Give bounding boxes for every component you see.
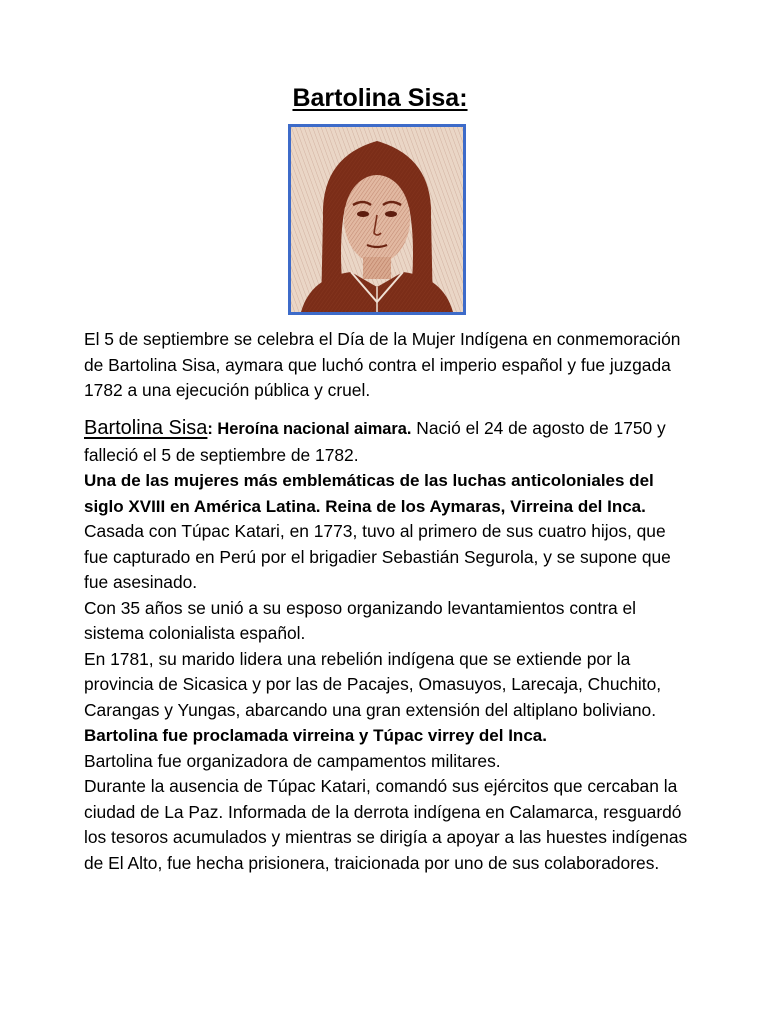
bio-emblematic: Una de las mujeres más emblemáticas de las luchas anticoloniales del siglo XVIII en América Latina. Reina de los Aymaras, Virreina del Inca. — [84, 471, 654, 516]
bio-uprisings: Con 35 años se unió a su esposo organizando levantamientos contra el sistema colonialista español. — [84, 597, 637, 643]
bio-name: Bartolina Sisa — [84, 417, 208, 439]
portrait-engraving — [291, 127, 463, 312]
intro-paragraph: El 5 de septiembre se celebra el Día de la Mujer Indígena en conmemoración de Bartolina Sisa, aymara que luchó contra el imperio español y fue juzgada 1782 a una ejecución pública y cruel. — [84, 329, 681, 400]
portrait-image — [288, 124, 466, 315]
bio-proclaimed: Bartolina fue proclamada virreina y Túpac virrey del Inca. — [84, 726, 547, 745]
biography-section — [84, 416, 694, 876]
bio-epithet: Heroína nacional aimara. — [217, 420, 412, 438]
bio-rebellion-paragraph — [84, 647, 694, 749]
bio-camps: Bartolina fue organizadora de campamentos militares. — [84, 750, 501, 771]
bio-married: Casada con Túpac Katari, en 1773, tuvo al primero de sus cuatro hijos, que fue capturado en Perú por el brigadier Sebastián Segurola, y se supone que fue asesinado. — [84, 521, 671, 592]
bio-lead-paragraph — [84, 416, 694, 468]
bio-name-suffix: : — [207, 420, 218, 438]
bio-rebellion: En 1781, su marido lidera una rebelión indígena que se extiende por la provincia de Sicasica y por las de Pacajes, Omasuyos, Larecaja, Chuchito, Carangas y Yungas, abarcando una gran extensión del altiplano boliviano. — [84, 648, 662, 720]
bio-absence: Durante la ausencia de Túpac Katari, comandó sus ejércitos que cercaban la ciudad de La Paz. Informada de la derrota indígena en Calamarca, resguardó los tesoros acumulados y mientras se dirigía a apoyar a las huestes indígenas de El Alto, fue hecha prisionera, traicionada por uno de sus colaboradores. — [84, 776, 688, 873]
bio-birth-death: Nació el 24 de agosto de 1750 y falleció el 5 de septiembre de 1782. — [84, 418, 666, 465]
document-title: Bartolina Sisa: — [292, 84, 468, 112]
